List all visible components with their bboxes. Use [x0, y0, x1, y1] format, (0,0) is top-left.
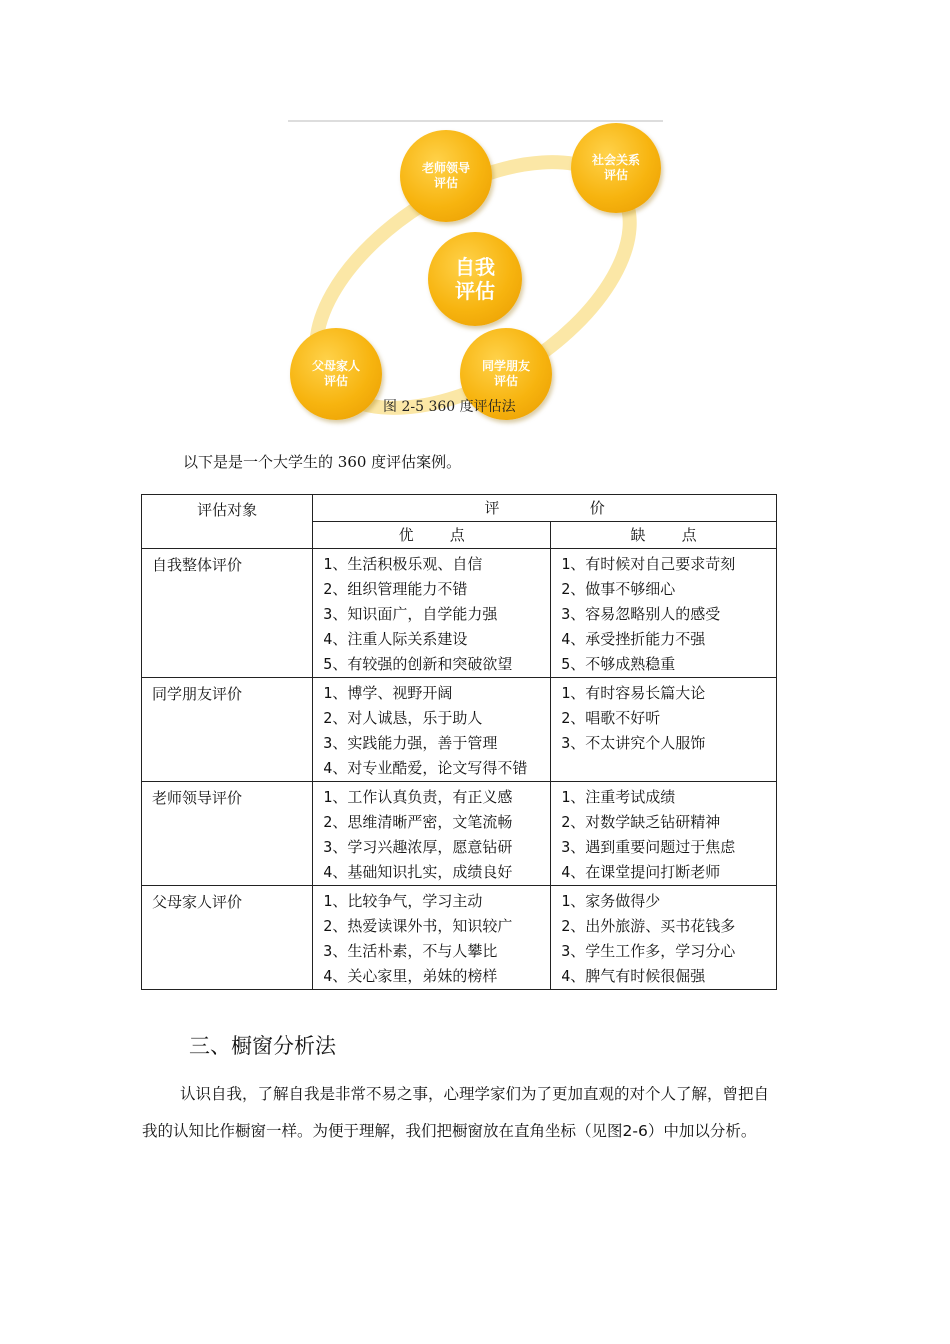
cons-cell: [551, 549, 777, 678]
body-paragraph: [142, 1076, 802, 1150]
pros-item: 3、知识面广，自学能力强: [323, 605, 498, 623]
header-pros: 优 点: [313, 522, 551, 549]
cons-item: 2、出外旅游、买书花钱多: [561, 917, 736, 935]
pros-item: 1、比较争气，学习主动: [323, 892, 483, 910]
cons-item: 3、不太讲究个人服饰: [561, 734, 706, 752]
cons-item: 1、家务做得少: [561, 892, 661, 910]
pros-item: 1、生活积极乐观、自信: [323, 555, 483, 573]
table-row: [142, 549, 777, 678]
cons-item: 4、承受挫折能力不强: [561, 630, 706, 648]
pros-item: 4、对专业酷爱，论文写得不错: [323, 759, 528, 777]
row-label: 父母家人评价: [142, 886, 313, 990]
pros-cell: [313, 886, 551, 990]
cons-item: 3、学生工作多，学习分心: [561, 942, 736, 960]
cons-item: 5、不够成熟稳重: [561, 655, 676, 673]
row-label: 同学朋友评价: [142, 678, 313, 782]
pros-item: 2、热爱读课外书，知识较广: [323, 917, 513, 935]
row-label: 自我整体评价: [142, 549, 313, 678]
header-evaluation: 评 价: [313, 495, 777, 522]
pros-item: 2、思维清晰严密，文笔流畅: [323, 813, 513, 831]
table-row: [142, 782, 777, 886]
pros-item: 4、注重人际关系建设: [323, 630, 468, 648]
cons-item: 2、唱歌不好听: [561, 709, 661, 727]
evaluation-360-figure: [288, 120, 663, 425]
pros-cell: [313, 782, 551, 886]
pros-item: 4、关心家里，弟妹的榜样: [323, 967, 498, 985]
row-label: 老师领导评价: [142, 782, 313, 886]
pros-item: 1、工作认真负责，有正义感: [323, 788, 513, 806]
pros-item: 3、学习兴趣浓厚，愿意钻研: [323, 838, 513, 856]
cons-cell: [551, 782, 777, 886]
pros-item: 3、实践能力强，善于管理: [323, 734, 498, 752]
cons-item: 3、容易忽略别人的感受: [561, 605, 721, 623]
bubble-classmates: 同学朋友 评估: [460, 328, 552, 420]
pros-cell: [313, 678, 551, 782]
pros-item: 2、对人诚恳，乐于助人: [323, 709, 483, 727]
cons-item: 2、做事不够细心: [561, 580, 676, 598]
cons-item: 1、有时候对自己要求苛刻: [561, 555, 736, 573]
evaluation-table: [141, 494, 777, 990]
cons-item: 4、在课堂提问打断老师: [561, 863, 721, 881]
pros-item: 3、生活朴素，不与人攀比: [323, 942, 498, 960]
cons-item: 1、注重考试成绩: [561, 788, 676, 806]
bubble-teacher: 老师领导 评估: [400, 130, 492, 222]
pros-item: 5、有较强的创新和突破欲望: [323, 655, 513, 673]
section-heading: 三、橱窗分析法: [189, 1034, 336, 1058]
bubble-social: 社会关系 评估: [571, 123, 661, 213]
cons-cell: [551, 886, 777, 990]
cons-cell: [551, 678, 777, 782]
bubble-self: 自我 评估: [428, 232, 522, 326]
pros-cell: [313, 549, 551, 678]
cons-item: 1、有时容易长篇大论: [561, 684, 706, 702]
intro-text: 以下是是一个大学生的 360 度评估案例。: [183, 453, 462, 471]
table-row: [142, 678, 777, 782]
header-object: 评估对象: [142, 495, 313, 549]
bubble-parents: 父母家人 评估: [290, 328, 382, 420]
cons-item: 2、对数学缺乏钻研精神: [561, 813, 721, 831]
header-cons: 缺 点: [551, 522, 777, 549]
paragraph-line: 认识自我，了解自我是非常不易之事，心理学家们为了更加直观的对个人了解，曾把自: [180, 1085, 770, 1103]
pros-item: 4、基础知识扎实，成绩良好: [323, 863, 513, 881]
pros-item: 1、博学、视野开阔: [323, 684, 453, 702]
pros-item: 2、组织管理能力不错: [323, 580, 468, 598]
cons-item: 3、遇到重要问题过于焦虑: [561, 838, 736, 856]
cons-item: 4、脾气有时候很倔强: [561, 967, 706, 985]
paragraph-line: 我的认知比作橱窗一样。为便于理解，我们把橱窗放在直角坐标（见图2-6）中加以分析。: [142, 1122, 757, 1140]
figure-caption: 图 2-5 360 度评估法: [383, 399, 516, 415]
table-row: [142, 886, 777, 990]
